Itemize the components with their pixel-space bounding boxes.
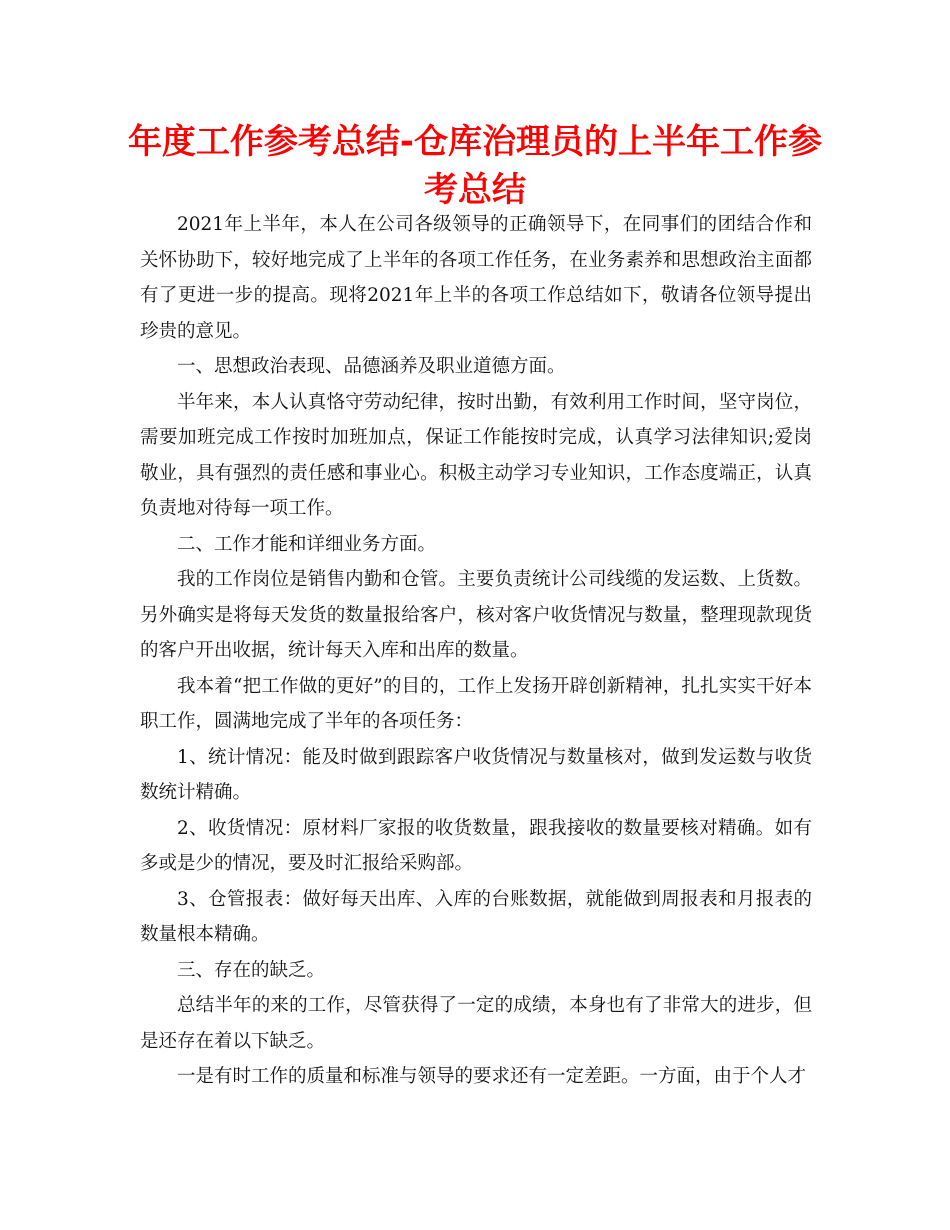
paragraph-summary: 总结半年的来的工作，尽管获得了一定的成绩，本身也有了非常大的进步，但是还存在着以下缺乏。: [140, 995, 812, 1052]
paragraph-intro: 2021年上半年，本人在公司各级领导的正确领导下，在同事们的团结合作和关怀协助下，较好地完成了上半年的各项工作任务，在业务素养和思想政治主面都有了更进一步的提高。现将2021年上半的各项工作总结如下，敬请各位领导提出珍贵的意见。: [140, 214, 812, 342]
section-heading-2: 二、工作才能和详细业务方面。: [177, 533, 437, 555]
paragraph-shortcoming-1: 一是有时工作的质量和标准与领导的要求还有一定差距。一方面，由于个人才: [177, 1066, 807, 1087]
paragraph-job-duties: 我的工作岗位是销售内勤和仓管。主要负责统计公司线缆的发运数、上货数。另外确实是将每天发货的数量报给客户，核对客户收货情况与数量，整理现款现货的客户开出收据，统计每天入库和出库的数量。: [140, 569, 812, 661]
section-heading-3: 三、存在的缺乏。: [177, 959, 326, 981]
document-body: [140, 207, 812, 1095]
section-heading-1: 一、思想政治表现、品德涵养及职业道德方面。: [177, 356, 566, 377]
list-item-receiving: 2、收货情况：原材料厂家报的收货数量，跟我接收的数量要核对精确。如有多或是少的情况，要及时汇报给采购部。: [140, 817, 812, 874]
list-item-statistics: 1、统计情况：能及时做到跟踪客户收货情况与数量核对，做到发运数与收货数统计精确。: [140, 746, 812, 803]
paragraph-work-attitude: 我本着“把工作做的更好”的目的，工作上发扬开辟创新精神，扎扎实实干好本职工作，圆满地完成了半年的各项任务：: [140, 675, 812, 732]
paragraph-conduct: 半年来，本人认真恪守劳动纪律，按时出勤，有效利用工作时间，坚守岗位，需要加班完成工作按时加班加点，保证工作能按时完成，认真学习法律知识;爱岗敬业，具有强烈的责任感和事业心。积极主动学习专业知识，工作态度端正，认真负责地对待每一项工作。: [140, 391, 812, 519]
document-title: 年度工作参考总结-仓库治理员的上半年工作参考总结: [127, 122, 823, 210]
list-item-warehouse-reports: 3、仓管报表：做好每天出库、入库的台账数据，就能做到周报表和月报表的数量根本精确。: [140, 888, 812, 945]
